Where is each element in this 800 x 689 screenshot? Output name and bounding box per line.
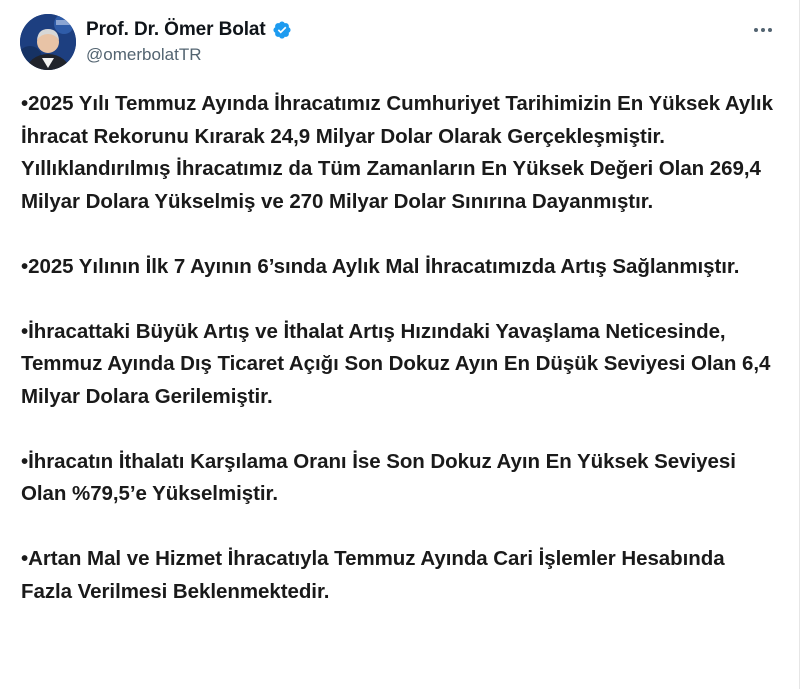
author-name-row	[86, 17, 292, 43]
more-options-icon[interactable]	[749, 18, 777, 42]
author-names	[86, 17, 292, 65]
profile-photo-icon[interactable]	[20, 14, 76, 70]
verified-badge-icon	[272, 20, 292, 40]
post-paragraph: •2025 Yılının İlk 7 Ayının 6’sında Aylık Mal İhracatımızda Artış Sağlanmıştır.	[21, 254, 740, 278]
post-paragraph: •İhracattaki Büyük Artış ve İthalat Artış Hızındaki Yavaşlama Neticesinde, Temmuz Ayında Dış Ticaret Açığı Son Dokuz Ayın En Düşük Seviyesi Olan 6,4 Milyar Dolara Gerilemiştir.	[21, 319, 771, 408]
post-paragraph: •Artan Mal ve Hizmet İhracatıyla Temmuz Ayında Cari İşlemler Hesabında Fazla Verilmesi Beklenmektedir.	[21, 547, 725, 603]
more-dot	[761, 28, 765, 32]
more-dot	[768, 28, 772, 32]
author-handle[interactable]: @omerbolatTR	[86, 45, 202, 64]
post-text	[21, 88, 777, 641]
author-display-name[interactable]: Prof. Dr. Ömer Bolat	[86, 19, 266, 40]
post-header	[20, 14, 779, 72]
post-paragraph: •2025 Yılı Temmuz Ayında İhracatımız Cumhuriyet Tarihimizin En Yüksek Aylık İhracat Rekorunu Kırarak 24,9 Milyar Dolar Olarak Gerçekleşmiştir. Yıllıklandırılmış İhracatımız da Tüm Zamanların En Yüksek Değeri Olan 269,4 Milyar Dolara Yükselmiş ve 270 Milyar Dolar Sınırına Dayanmıştır.	[21, 92, 773, 213]
post-paragraph: •İhracatın İthalatı Karşılama Oranı İse Son Dokuz Ayın En Yüksek Seviyesi Olan %79,5’e Yükselmiştir.	[21, 449, 736, 505]
more-dot	[754, 28, 758, 32]
